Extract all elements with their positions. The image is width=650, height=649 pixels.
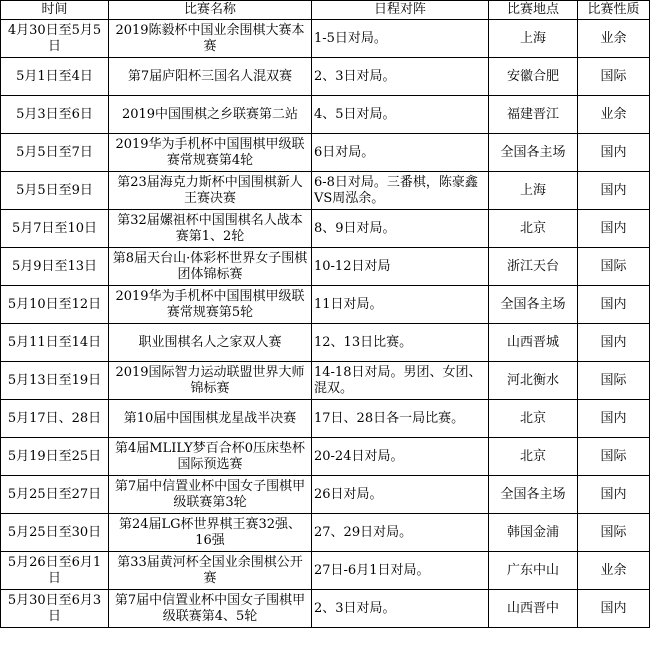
cell-time: 5月9日至13日 <box>1 248 109 286</box>
header-row <box>1 1 650 20</box>
cell-schedule: 4、5日对局。 <box>312 96 489 134</box>
table-row <box>1 96 650 134</box>
cell-nature: 业余 <box>578 96 650 134</box>
cell-schedule: 11日对局。 <box>312 286 489 324</box>
cell-location: 上海 <box>489 20 578 58</box>
cell-schedule: 10-12日对局 <box>312 248 489 286</box>
cell-location: 全国各主场 <box>489 286 578 324</box>
cell-schedule: 26日对局。 <box>312 476 489 514</box>
cell-name: 第23届海克力斯杯中国围棋新人王赛决赛 <box>109 172 312 210</box>
cell-location: 山西晋城 <box>489 324 578 362</box>
cell-nature: 国内 <box>578 134 650 172</box>
cell-location: 山西晋中 <box>489 590 578 628</box>
cell-time: 5月1日至4日 <box>1 58 109 96</box>
cell-nature: 业余 <box>578 552 650 590</box>
table-row <box>1 20 650 58</box>
cell-time: 5月25日至27日 <box>1 476 109 514</box>
table-row <box>1 286 650 324</box>
cell-name: 2019中国围棋之乡联赛第二站 <box>109 96 312 134</box>
cell-schedule: 17日、28日各一局比赛。 <box>312 400 489 438</box>
cell-nature: 国内 <box>578 400 650 438</box>
cell-nature: 国内 <box>578 324 650 362</box>
table-row <box>1 476 650 514</box>
cell-location: 广东中山 <box>489 552 578 590</box>
cell-name: 第33届黄河杯全国业余围棋公开赛 <box>109 552 312 590</box>
table-row <box>1 362 650 400</box>
cell-name: 2019国际智力运动联盟世界大师锦标赛 <box>109 362 312 400</box>
cell-schedule: 2、3日对局。 <box>312 590 489 628</box>
cell-location: 河北衡水 <box>489 362 578 400</box>
cell-schedule: 20-24日对局。 <box>312 438 489 476</box>
cell-location: 北京 <box>489 210 578 248</box>
cell-time: 5月7日至10日 <box>1 210 109 248</box>
cell-time: 5月5日至7日 <box>1 134 109 172</box>
header-time: 时间 <box>1 1 109 20</box>
cell-nature: 国内 <box>578 476 650 514</box>
cell-name: 第7届中信置业杯中国女子围棋甲级联赛第3轮 <box>109 476 312 514</box>
table-row <box>1 552 650 590</box>
cell-schedule: 12、13日比赛。 <box>312 324 489 362</box>
cell-name: 第8届天台山·体彩杯世界女子围棋团体锦标赛 <box>109 248 312 286</box>
cell-location: 全国各主场 <box>489 476 578 514</box>
cell-nature: 国际 <box>578 58 650 96</box>
cell-name: 2019华为手机杯中国围棋甲级联赛常规赛第4轮 <box>109 134 312 172</box>
cell-time: 5月19日至25日 <box>1 438 109 476</box>
cell-schedule: 2、3日对局。 <box>312 58 489 96</box>
cell-time: 5月30日至6月3日 <box>1 590 109 628</box>
cell-schedule: 6-8日对局。三番棋，陈豪鑫VS周泓余。 <box>312 172 489 210</box>
cell-location: 韩国金浦 <box>489 514 578 552</box>
cell-time: 5月10日至12日 <box>1 286 109 324</box>
cell-name: 第4届MLILY梦百合杯0压床垫杯国际预选赛 <box>109 438 312 476</box>
cell-schedule: 27、29日对局。 <box>312 514 489 552</box>
cell-time: 5月11日至14日 <box>1 324 109 362</box>
cell-nature: 国内 <box>578 286 650 324</box>
cell-location: 浙江天台 <box>489 248 578 286</box>
table-row <box>1 400 650 438</box>
table-row <box>1 210 650 248</box>
cell-name: 2019华为手机杯中国围棋甲级联赛常规赛第5轮 <box>109 286 312 324</box>
cell-name: 2019陈毅杯中国业余围棋大赛本赛 <box>109 20 312 58</box>
cell-schedule: 1-5日对局。 <box>312 20 489 58</box>
cell-nature: 国际 <box>578 514 650 552</box>
table-row <box>1 514 650 552</box>
cell-time: 5月3日至6日 <box>1 96 109 134</box>
cell-name: 第7届中信置业杯中国女子围棋甲级联赛第4、5轮 <box>109 590 312 628</box>
table-row <box>1 590 650 628</box>
table-row <box>1 134 650 172</box>
cell-location: 北京 <box>489 400 578 438</box>
table-row <box>1 324 650 362</box>
cell-time: 5月26日至6月1日 <box>1 552 109 590</box>
header-location: 比赛地点 <box>489 1 578 20</box>
cell-location: 北京 <box>489 438 578 476</box>
table-body <box>1 20 650 628</box>
cell-schedule: 14-18日对局。男团、女团、混双。 <box>312 362 489 400</box>
cell-schedule: 6日对局。 <box>312 134 489 172</box>
table-row <box>1 172 650 210</box>
header-nature: 比赛性质 <box>578 1 650 20</box>
cell-nature: 国际 <box>578 438 650 476</box>
cell-nature: 国际 <box>578 248 650 286</box>
cell-time: 5月5日至9日 <box>1 172 109 210</box>
cell-name: 第10届中国围棋龙星战半决赛 <box>109 400 312 438</box>
cell-time: 5月25日至30日 <box>1 514 109 552</box>
table-row <box>1 248 650 286</box>
cell-location: 安徽合肥 <box>489 58 578 96</box>
table-row <box>1 438 650 476</box>
cell-time: 5月17日、28日 <box>1 400 109 438</box>
cell-location: 上海 <box>489 172 578 210</box>
cell-nature: 国际 <box>578 362 650 400</box>
cell-location: 全国各主场 <box>489 134 578 172</box>
cell-schedule: 27日-6月1日对局。 <box>312 552 489 590</box>
cell-name: 第7届庐阳杯三国名人混双赛 <box>109 58 312 96</box>
cell-time: 4月30日至5月5日 <box>1 20 109 58</box>
cell-nature: 国内 <box>578 590 650 628</box>
table-row <box>1 58 650 96</box>
cell-name: 第32届嫘祖杯中国围棋名人战本赛第1、2轮 <box>109 210 312 248</box>
cell-location: 福建晋江 <box>489 96 578 134</box>
header-schedule: 日程对阵 <box>312 1 489 20</box>
cell-time: 5月13日至19日 <box>1 362 109 400</box>
cell-name: 职业围棋名人之家双人赛 <box>109 324 312 362</box>
cell-nature: 国内 <box>578 210 650 248</box>
cell-nature: 国内 <box>578 172 650 210</box>
header-name: 比赛名称 <box>109 1 312 20</box>
cell-nature: 业余 <box>578 20 650 58</box>
cell-schedule: 8、9日对局。 <box>312 210 489 248</box>
cell-name: 第24届LG杯世界棋王赛32强、16强 <box>109 514 312 552</box>
